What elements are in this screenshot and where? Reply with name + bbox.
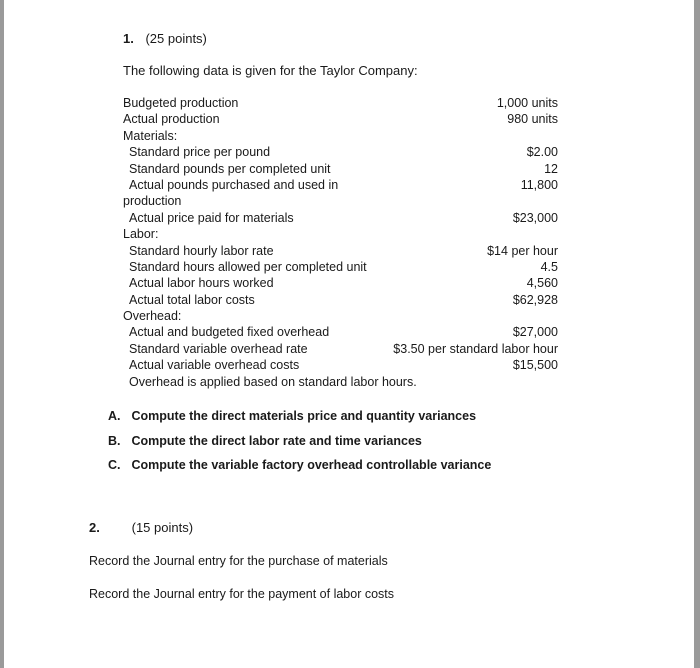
- question-1-number: 1.: [123, 31, 134, 46]
- part-letter: C.: [108, 458, 121, 472]
- part-c: [108, 457, 491, 482]
- data-value: 4,560: [526, 276, 558, 291]
- data-label: Labor:: [123, 227, 159, 242]
- data-value: $2.00: [526, 145, 558, 160]
- data-row: [123, 357, 558, 373]
- data-row: [123, 243, 558, 259]
- data-value: 4.5: [540, 259, 558, 274]
- data-label: Standard variable overhead rate: [129, 341, 308, 356]
- document-page: [4, 0, 694, 668]
- data-label: production: [123, 194, 182, 209]
- question-2-header: [89, 520, 193, 535]
- section-heading-labor: [123, 226, 558, 242]
- data-value: $14 per hour: [487, 243, 558, 258]
- data-row: [123, 111, 558, 127]
- data-value: 980 units: [507, 112, 558, 127]
- data-value: $3.50 per standard labor hour: [393, 341, 558, 356]
- data-row: [123, 275, 558, 291]
- data-label: Actual price paid for materials: [129, 210, 294, 225]
- question-2-line-1: Record the Journal entry for the purchase of materials: [89, 554, 388, 568]
- data-value: 12: [544, 161, 558, 176]
- part-text: Compute the direct materials price and quantity variances: [131, 409, 477, 423]
- section-heading-materials: [123, 128, 558, 144]
- question-2-points: (15 points): [131, 520, 194, 535]
- data-value: $62,928: [512, 292, 558, 307]
- part-letter: B.: [108, 433, 121, 448]
- data-label: Materials:: [123, 128, 178, 143]
- part-text: Compute the direct labor rate and time variances: [131, 433, 422, 448]
- data-row: [123, 161, 558, 177]
- data-label: Actual variable overhead costs: [129, 358, 300, 373]
- data-row: [123, 324, 558, 340]
- question-2-line-2: Record the Journal entry for the payment of labor costs: [89, 587, 395, 601]
- data-label: Overhead:: [123, 309, 182, 324]
- part-letter: A.: [108, 409, 121, 423]
- data-row: [123, 95, 558, 111]
- data-label: Standard hours allowed per completed unit: [129, 259, 367, 274]
- data-value: $15,500: [512, 358, 558, 373]
- part-b: [108, 433, 491, 458]
- data-label: Overhead is applied based on standard labor hours.: [129, 374, 417, 389]
- data-label: Actual and budgeted fixed overhead: [129, 325, 330, 340]
- data-label: Actual production: [123, 112, 220, 127]
- question-1-intro: The following data is given for the Taylor Company:: [123, 63, 418, 78]
- data-row: [123, 193, 558, 209]
- data-row: [123, 374, 558, 390]
- data-label: Budgeted production: [123, 96, 239, 110]
- part-a: [108, 408, 491, 433]
- data-label: Standard price per pound: [129, 145, 271, 160]
- question-1-header: [123, 31, 207, 46]
- question-2-number: 2.: [89, 520, 100, 535]
- data-value: 1,000 units: [496, 96, 558, 110]
- data-label: Standard pounds per completed unit: [129, 161, 331, 176]
- data-value: $23,000: [512, 210, 558, 225]
- data-value: $27,000: [512, 325, 558, 340]
- given-data-table: [123, 95, 558, 390]
- data-label: Actual total labor costs: [129, 292, 255, 307]
- data-label: Actual pounds purchased and used in: [129, 177, 339, 192]
- data-row: [123, 292, 558, 308]
- part-text: Compute the variable factory overhead controllable variance: [131, 458, 492, 472]
- data-row: [123, 177, 558, 193]
- data-row: [123, 144, 558, 160]
- data-label: Standard hourly labor rate: [129, 243, 274, 258]
- data-row: [123, 259, 558, 275]
- data-label: Actual labor hours worked: [129, 276, 274, 291]
- question-1-points: (25 points): [145, 31, 207, 46]
- data-row: [123, 210, 558, 226]
- section-heading-overhead: [123, 308, 558, 324]
- data-row: [123, 341, 558, 357]
- question-1-parts: [108, 408, 491, 482]
- data-value: 11,800: [520, 177, 558, 192]
